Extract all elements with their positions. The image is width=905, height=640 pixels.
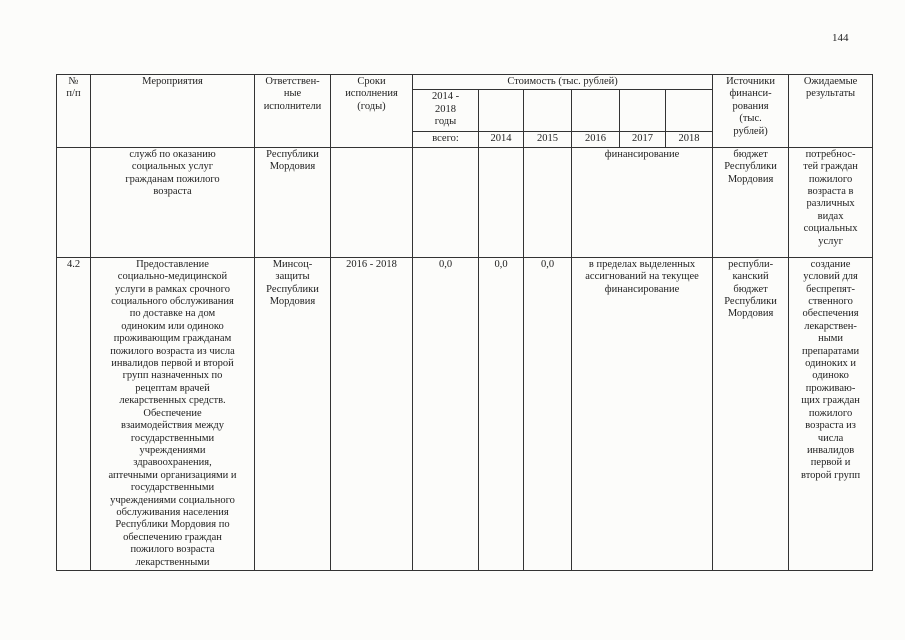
- row-2014: [479, 147, 524, 257]
- header-cost: Стоимость (тыс. рублей): [413, 75, 713, 90]
- row-2015: [524, 147, 572, 257]
- row-responsible: Республики Мордовия: [255, 147, 331, 257]
- row-result: потребнос- тей граждан пожилого возраста в различных видах социальных услуг: [789, 147, 873, 257]
- row-num: [57, 147, 91, 257]
- row-total: 0,0: [413, 257, 479, 570]
- row-source: бюджет Республики Мордовия: [713, 147, 789, 257]
- header-sources: Источники финанси- рования (тыс. рублей): [713, 75, 789, 148]
- row-financing-note: в пределах выделенных ассигнований на текущее финансирование: [572, 257, 713, 570]
- header-measures: Мероприятия: [91, 75, 255, 148]
- header-year-2017: 2017: [620, 132, 666, 147]
- page-number: 144: [832, 32, 849, 44]
- program-table: [56, 74, 873, 571]
- row-measure: служб по оказанию социальных услуг гражданам пожилого возраста: [91, 147, 255, 257]
- table-row: [57, 257, 873, 570]
- row-num: 4.2: [57, 257, 91, 570]
- row-2015: 0,0: [524, 257, 572, 570]
- row-terms: 2016 - 2018: [331, 257, 413, 570]
- row-responsible: Минсоц- защиты Республики Мордовия: [255, 257, 331, 570]
- header-num: № п/п: [57, 75, 91, 148]
- row-result: создание условий для беспрепят- ственного обеспечения лекарствен- ными препаратами одиноких и одиноко проживаю- щих граждан пожилого возраста из числа инвалидов первой и второй групп: [789, 257, 873, 570]
- header-year-blank: [620, 90, 666, 132]
- row-financing-note: финансирование: [572, 147, 713, 257]
- row-2014: 0,0: [479, 257, 524, 570]
- row-measure: Предоставление социально-медицинской услуги в рамках срочного социального обслуживания по доставке на дом одиноким или одиноко проживающим гражданам пожилого возраста из числа инвалидов первой и второй групп назначенных по рецептам врачей лекарственных средств. Обеспечение взаимодействия между государственными учреждениями здравоохранения, аптечными организациями и государственными учреждениями социального обслуживания населения Республики Мордовия по обеспечению граждан пожилого возраста лекарственными: [91, 257, 255, 570]
- header-responsible: Ответствен- ные исполнители: [255, 75, 331, 148]
- header-year-2014: 2014: [479, 132, 524, 147]
- header-terms: Сроки исполнения (годы): [331, 75, 413, 148]
- header-cost-total: 2014 - 2018 годы: [413, 90, 479, 132]
- header-year-blank: [666, 90, 713, 132]
- header-year-2015: 2015: [524, 132, 572, 147]
- header-year-blank: [479, 90, 524, 132]
- header-total-label: всего:: [413, 132, 479, 147]
- row-source: республи- канский бюджет Республики Мордовия: [713, 257, 789, 570]
- table-header-row: [57, 75, 873, 90]
- row-terms: [331, 147, 413, 257]
- header-year-blank: [572, 90, 620, 132]
- row-total: [413, 147, 479, 257]
- header-year-2018: 2018: [666, 132, 713, 147]
- table-row: [57, 147, 873, 257]
- header-year-blank: [524, 90, 572, 132]
- header-results: Ожидаемые результаты: [789, 75, 873, 148]
- header-year-2016: 2016: [572, 132, 620, 147]
